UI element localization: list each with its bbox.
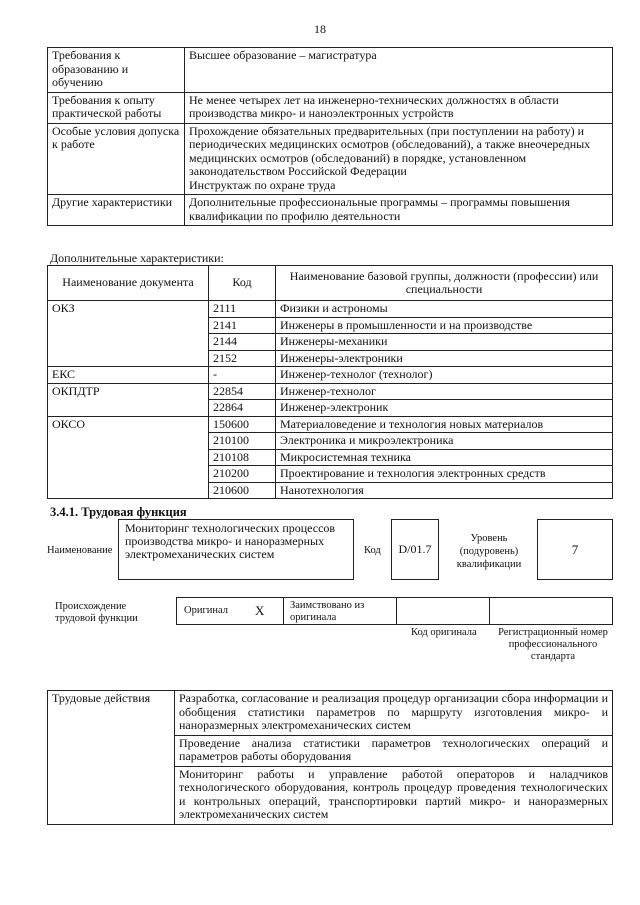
requirement-value-secondary: Инструктаж по охране труда <box>189 177 336 192</box>
requirement-value: Дополнительные профессиональные программы – программы повышения квалификации по профилю деятельности <box>185 195 613 226</box>
code-original-caption: Код оригинала <box>411 627 477 638</box>
code-original-cell <box>397 598 490 624</box>
code-label: Код <box>364 545 381 556</box>
document-cell: ОКСО <box>48 416 209 433</box>
code-cell: 210108 <box>209 449 276 466</box>
original-mark: X <box>255 603 265 618</box>
additional-characteristics-title: Дополнительные характеристики: <box>50 251 224 265</box>
table-row <box>48 400 613 417</box>
qualification-level-label: Уровень (подуровень) квалификации <box>456 533 522 570</box>
document-cell <box>48 400 209 417</box>
requirement-label: Требования к образованию и обучению <box>48 48 185 93</box>
name-cell: Нанотехнология <box>276 482 613 499</box>
table-row <box>48 691 613 736</box>
document-cell <box>48 449 209 466</box>
code-cell: 210200 <box>209 466 276 483</box>
function-name-label: Наименование <box>47 545 113 556</box>
labor-actions-label: Трудовые действия <box>48 691 175 825</box>
labor-action-item: Разработка, согласование и реализация процедур организации сбора информации и обобщения статистики параметров по маршруту изготовления микро- и наноразмерных электромеханических систем <box>175 691 613 736</box>
document-cell: ОКЗ <box>48 301 209 318</box>
table-row <box>48 367 613 384</box>
table-row <box>48 317 613 334</box>
name-cell: Физики и астрономы <box>276 301 613 318</box>
labor-action-item: Проведение анализа статистики параметров технологических операций и параметров работы оборудования <box>175 735 613 766</box>
original-label: Оригинал <box>184 605 228 616</box>
requirement-value-cell <box>185 123 613 195</box>
requirement-label: Особые условия допуска к работе <box>48 123 185 195</box>
code-cell: 2111 <box>209 301 276 318</box>
origin-label: Происхождение трудовой функции <box>55 601 138 624</box>
table-row <box>48 301 613 318</box>
borrowed-cell <box>284 598 397 624</box>
table-row <box>48 466 613 483</box>
name-cell: Инженер-технолог (технолог) <box>276 367 613 384</box>
table-row <box>48 383 613 400</box>
name-cell: Электроника и микроэлектроника <box>276 433 613 450</box>
document-cell <box>48 317 209 334</box>
code-box: D/01.7 <box>391 519 439 580</box>
name-cell: Микросистемная техника <box>276 449 613 466</box>
requirement-value: Высшее образование – магистратура <box>185 48 613 93</box>
column-header-name: Наименование базовой группы, должности (профессии) или специальности <box>276 266 613 301</box>
code-cell: 150600 <box>209 416 276 433</box>
table-row <box>48 195 613 226</box>
code-cell: 22854 <box>209 383 276 400</box>
reg-number-caption: Регистрационный номер профессионального стандарта <box>498 627 608 662</box>
name-cell: Материаловедение и технология новых материалов <box>276 416 613 433</box>
labor-actions-table <box>47 690 613 825</box>
name-cell: Инженеры-электроники <box>276 350 613 367</box>
requirement-label: Требования к опыту практической работы <box>48 92 185 123</box>
column-header-document: Наименование документа <box>48 266 209 301</box>
reg-number-cell <box>490 598 614 624</box>
table-row <box>48 123 613 195</box>
table-row <box>48 449 613 466</box>
table-header-row <box>48 266 613 301</box>
origin-row <box>176 597 613 625</box>
document-cell <box>48 433 209 450</box>
section-title: 3.4.1. Трудовая функция <box>50 505 187 519</box>
requirement-label: Другие характеристики <box>48 195 185 226</box>
table-row <box>48 48 613 93</box>
code-cell: 22864 <box>209 400 276 417</box>
table-row <box>48 334 613 351</box>
code-cell: 2152 <box>209 350 276 367</box>
table-row <box>48 92 613 123</box>
original-cell <box>177 598 284 624</box>
function-name-box: Мониторинг технологических процессов производства микро- и наноразмерных электромеханических систем <box>118 519 354 580</box>
document-cell <box>48 482 209 499</box>
table-row <box>48 482 613 499</box>
document-cell <box>48 334 209 351</box>
table-row <box>48 416 613 433</box>
name-cell: Инженеры-механики <box>276 334 613 351</box>
name-cell: Инженеры в промышленности и на производстве <box>276 317 613 334</box>
document-cell <box>48 350 209 367</box>
name-cell: Проектирование и технология электронных средств <box>276 466 613 483</box>
column-header-code: Код <box>209 266 276 301</box>
code-cell: - <box>209 367 276 384</box>
document-cell: ЕКС <box>48 367 209 384</box>
requirement-value: Прохождение обязательных предварительных (при поступлении на работу) и периодических медицинских осмотров (обследований), а также внеочередных медицинских осмотров (обследований) в порядке, установленном законодательством Российской Федерации <box>189 123 591 178</box>
borrowed-label: Заимствовано из оригинала <box>290 600 365 623</box>
table-row <box>48 350 613 367</box>
code-cell: 210600 <box>209 482 276 499</box>
code-cell: 210100 <box>209 433 276 450</box>
document-cell <box>48 466 209 483</box>
qualification-level-box: 7 <box>537 519 613 580</box>
name-cell: Инженер-технолог <box>276 383 613 400</box>
labor-action-item: Мониторинг работы и управление работой операторов и наладчиков технологического оборудования, контроль процедур проведения технологических и контрольных операций, транспортировки партий микро- и наноразмерных электромеханических систем <box>175 766 613 824</box>
name-cell: Инженер-электроник <box>276 400 613 417</box>
document-cell: ОКПДТР <box>48 383 209 400</box>
classifier-table <box>47 265 613 499</box>
page-number: 18 <box>314 22 326 36</box>
code-cell: 2141 <box>209 317 276 334</box>
requirement-value: Не менее четырех лет на инженерно-технических должностях в области производства микро- и наноэлектронных устройств <box>185 92 613 123</box>
requirements-table <box>47 47 613 226</box>
table-row <box>48 433 613 450</box>
code-cell: 2144 <box>209 334 276 351</box>
